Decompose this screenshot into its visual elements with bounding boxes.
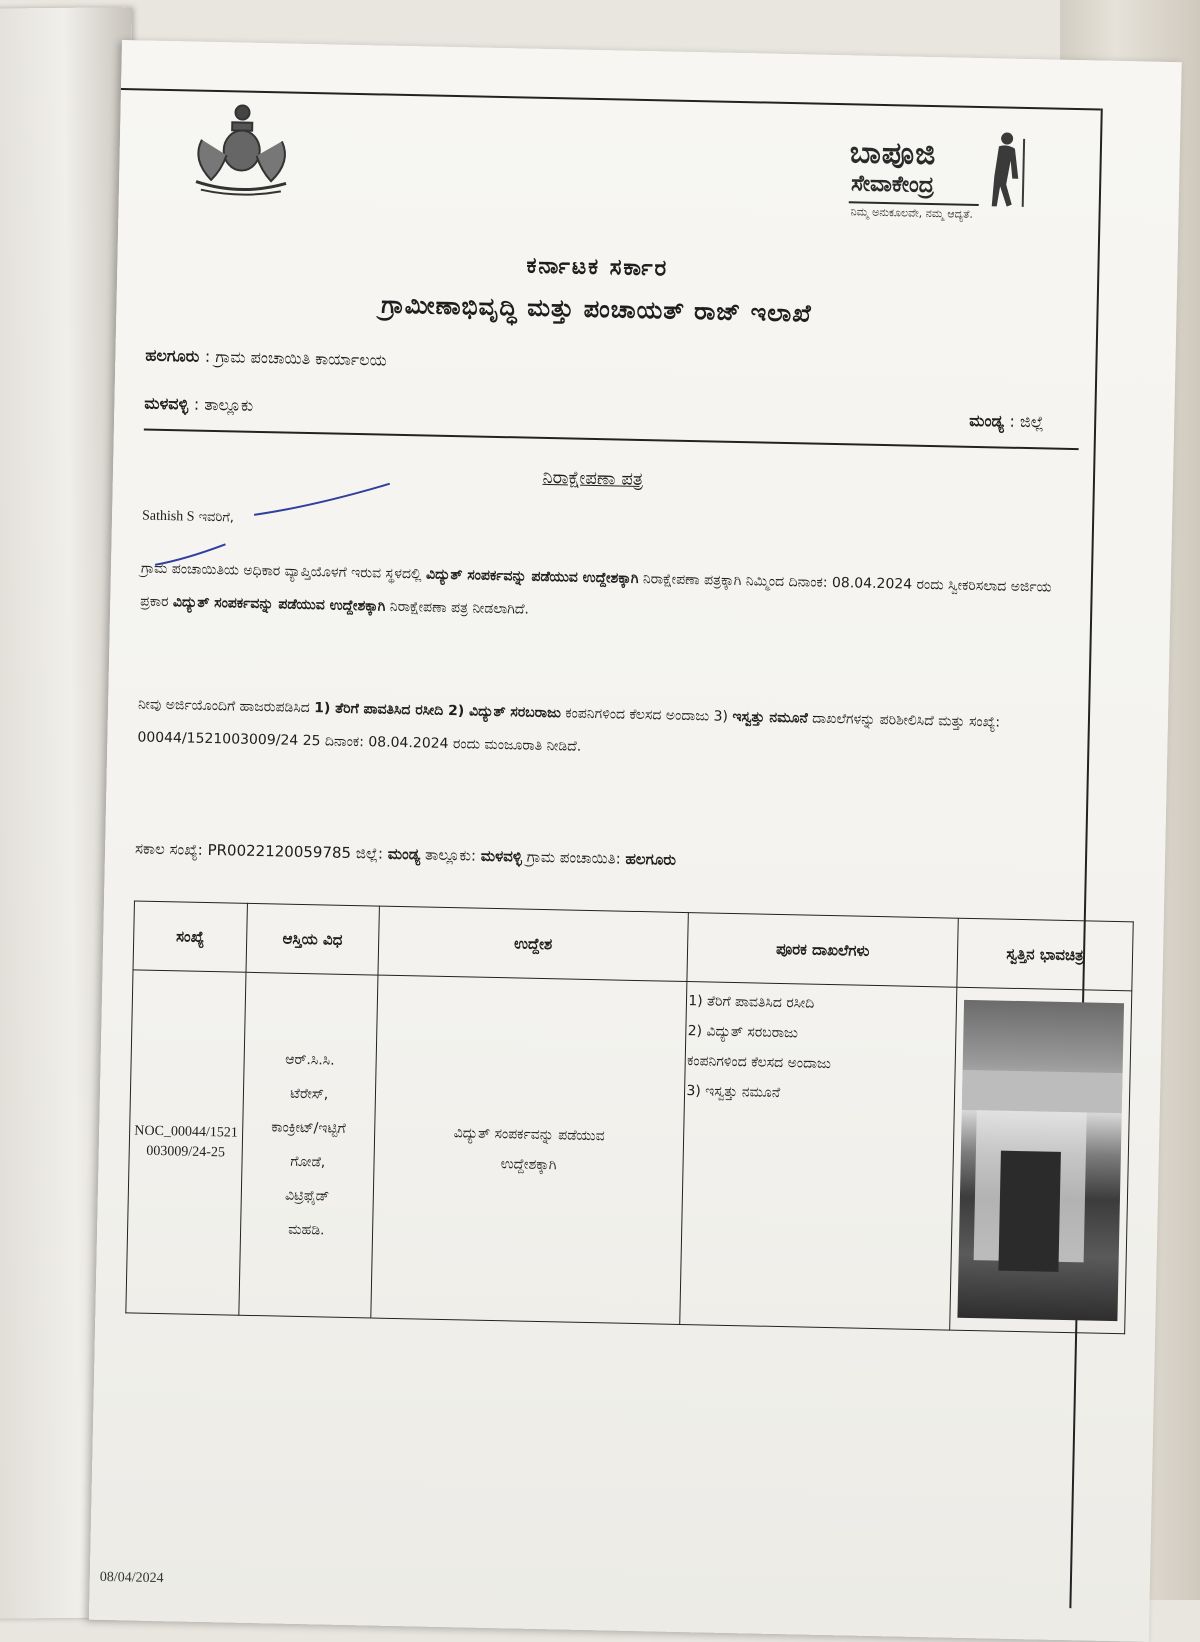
- p1-text: ನಿರಾಕ್ಷೇಪಣಾ ಪತ್ರ ನೀಡಲಾಗಿದೆ.: [385, 598, 530, 618]
- government-title: ಕರ್ನಾಟಕ ಸರ್ಕಾರ: [526, 253, 669, 282]
- district-line: [969, 411, 1044, 433]
- p1-text: ನಿರಾಕ್ಷೇಪಣಾ ಪತ್ರಕ್ಕಾಗಿ ನಿಮ್ಮಿಂದ ದಿನಾಂಕ: 08.04.2024 ರಂದು ಸ್ವೀಕರಿಸಲಾದ ಅರ್ಜಿಯ ಪ್ರಕಾರ: [140, 570, 1052, 611]
- paragraph-noc-issued: [140, 553, 1076, 639]
- document-line: ಕಂಪನಿಗಳಿಂದ ಕೆಲಸದ ಅಂದಾಜು: [686, 1053, 832, 1073]
- column-header: ಸಂಖ್ಯೆ: [133, 901, 247, 972]
- p3-bold: ಹಲಗೂರು: [625, 849, 677, 869]
- page-frame-right: [1069, 109, 1102, 1609]
- property-type-line: ಕಾಂಕ್ರೀಟ್/ಇಟ್ಟಿಗೆ: [271, 1119, 346, 1137]
- cell-property-photo: [950, 987, 1132, 1334]
- document-line: 1) ತೆರಿಗೆ ಪಾವತಿಸಿದ ರಸೀದಿ: [688, 993, 815, 1012]
- logo-tagline: ನಿಮ್ಮ ಅನುಕೂಲವೇ, ನಮ್ಮ ಆದ್ಯತೆ.: [850, 205, 974, 221]
- recipient-name: Sathish S: [141, 508, 195, 525]
- p2-bold: ಇಸ್ವತ್ತು ನಮೂನೆ: [732, 708, 808, 727]
- p2-text: ನೀವು ಅರ್ಜಿಯೊಂದಿಗೆ ಹಾಜರುಪಡಿಸಿದ: [137, 696, 315, 717]
- header-divider: [144, 429, 1079, 451]
- office-line: [145, 346, 387, 371]
- table-row: [126, 970, 1132, 1334]
- purpose-line: ಉದ್ದೇಶಕ್ಕಾಗಿ: [500, 1156, 557, 1174]
- p1-bold: ವಿದ್ಯುತ್ ಸಂಪರ್ಕವನ್ನು ಪಡೆಯುವ ಉದ್ದೇಶಕ್ಕಾಗಿ: [172, 594, 386, 615]
- p3-bold: ಮಂಡ್ಯ: [387, 844, 421, 864]
- column-header: ಆಸ್ತಿಯ ವಿಧ: [246, 903, 379, 975]
- bapuji-logo: [848, 125, 1070, 240]
- p1-bold: ವಿದ್ಯುತ್ ಸಂಪರ್ಕವನ್ನು ಪಡೆಯುವ ಉದ್ದೇಶಕ್ಕಾಗಿ: [425, 566, 639, 587]
- taluk-label: : ತಾಲ್ಲೂಕು: [193, 394, 254, 415]
- column-header: ಸ್ವತ್ತಿನ ಭಾವಚಿತ್ರ: [957, 918, 1133, 991]
- cell-property-type: [239, 972, 378, 1318]
- cell-purpose: [371, 975, 688, 1324]
- cell-number: NOC_00044/1521003009/24-25: [126, 970, 246, 1315]
- footer-date: 08/04/2024: [99, 1569, 164, 1587]
- pen-mark-icon: [252, 479, 393, 522]
- p2-text: ಕಂಪನಿಗಳಿಂದ ಕೆಲಸದ ಅಂದಾಜು 3): [560, 705, 733, 725]
- purpose-line: ವಿದ್ಯುತ್ ಸಂಪರ್ಕವನ್ನು ಪಡೆಯುವ: [453, 1125, 605, 1145]
- p3-text: ಸಕಾಲ ಸಂಖ್ಯೆ: PR0022120059785 ಜಿಲ್ಲೆ:: [134, 839, 389, 863]
- paragraph-documents-verified: [137, 688, 1073, 774]
- column-header: ಉದ್ದೇಶ: [378, 906, 689, 981]
- office-place: ಹಲಗೂರು: [145, 345, 200, 366]
- gandhi-figure-icon: [984, 128, 1036, 209]
- cell-supporting-documents: [680, 982, 957, 1331]
- property-type-line: ಗೋಡೆ,: [290, 1153, 326, 1171]
- office-name: : ಗ್ರಾಮ ಪಂಚಾಯಿತಿ ಕಾರ್ಯಾಲಯ: [204, 346, 387, 370]
- p3-text: ಗ್ರಾಮ ಪಂಚಾಯಿತಿ:: [521, 847, 626, 868]
- document-line: 3) ಇಸ್ವತ್ತು ನಮೂನೆ: [686, 1083, 781, 1102]
- logo-subtitle: ಸೇವಾಕೇಂದ್ರ: [850, 171, 935, 199]
- column-header: ಪೂರಕ ದಾಖಲೆಗಳು: [687, 913, 958, 988]
- sakala-line: [135, 832, 1070, 885]
- logo-title: ಬಾಪೂಜಿ: [849, 135, 937, 173]
- taluk-line: [144, 394, 253, 416]
- recipient-suffix: ಇವರಿಗೆ,: [194, 509, 235, 526]
- property-type-line: ಆರ್.ಸಿ.ಸಿ.: [285, 1051, 335, 1069]
- district-label: : ಜಿಲ್ಲೆ: [1009, 411, 1044, 432]
- photo-door: [998, 1151, 1060, 1272]
- p2-bold: 1) ತೆರಿಗೆ ಪಾವತಿಸಿದ ರಸೀದಿ 2) ವಿದ್ಯುತ್ ಸರಬರಾಜು: [314, 700, 562, 722]
- document-line: 2) ವಿದ್ಯುತ್ ಸರಬರಾಜು: [687, 1023, 799, 1042]
- p3-text: ತಾಲ್ಲೂಕು:: [420, 845, 481, 865]
- property-photo: [957, 1000, 1124, 1321]
- document-title: ನಿರಾಕ್ಷೇಪಣಾ ಪತ್ರ: [542, 466, 644, 491]
- recipient-line: [142, 509, 234, 527]
- karnataka-emblem-icon: [181, 99, 303, 201]
- document-page: [89, 40, 1182, 1642]
- property-type-line: ವಿಟ್ರಿಫೈಡ್: [284, 1187, 330, 1205]
- taluk-place: ಮಳವಳ್ಳಿ: [144, 393, 189, 414]
- property-type-line: ಟೆರೇಸ್,: [290, 1085, 329, 1103]
- photo-roof: [962, 1070, 1123, 1113]
- p1-text: ಗ್ರಾಮ ಪಂಚಾಯಿತಿಯ ಅಧಿಕಾರ ವ್ಯಾಪ್ತಿಯೊಳಗೆ ಇರುವ ಸ್ಥಳದಲ್ಲಿ: [140, 560, 427, 583]
- property-type-line: ಮಹಡಿ.: [288, 1221, 325, 1239]
- noc-table: [125, 900, 1133, 1334]
- p2-text: ದಾಖಲೆಗಳನ್ನು ಪರಿಶೀಲಿಸಿದೆ ಮತ್ತು ಸಂಖ್ಯೆ: 00044/1521003009/24 25 ದಿನಾಂಕ: 08.04.2024 ರಂದು ಮಂಜೂರಾತಿ ನೀಡಿದೆ.: [137, 710, 1001, 755]
- district-place: ಮಂಡ್ಯ: [969, 410, 1005, 431]
- p3-bold: ಮಳವಳ್ಳಿ: [480, 846, 523, 866]
- department-title: ಗ್ರಾಮೀಣಾಭಿವೃದ್ಧಿ ಮತ್ತು ಪಂಚಾಯತ್ ರಾಜ್ ಇಲಾಖೆ: [380, 290, 812, 328]
